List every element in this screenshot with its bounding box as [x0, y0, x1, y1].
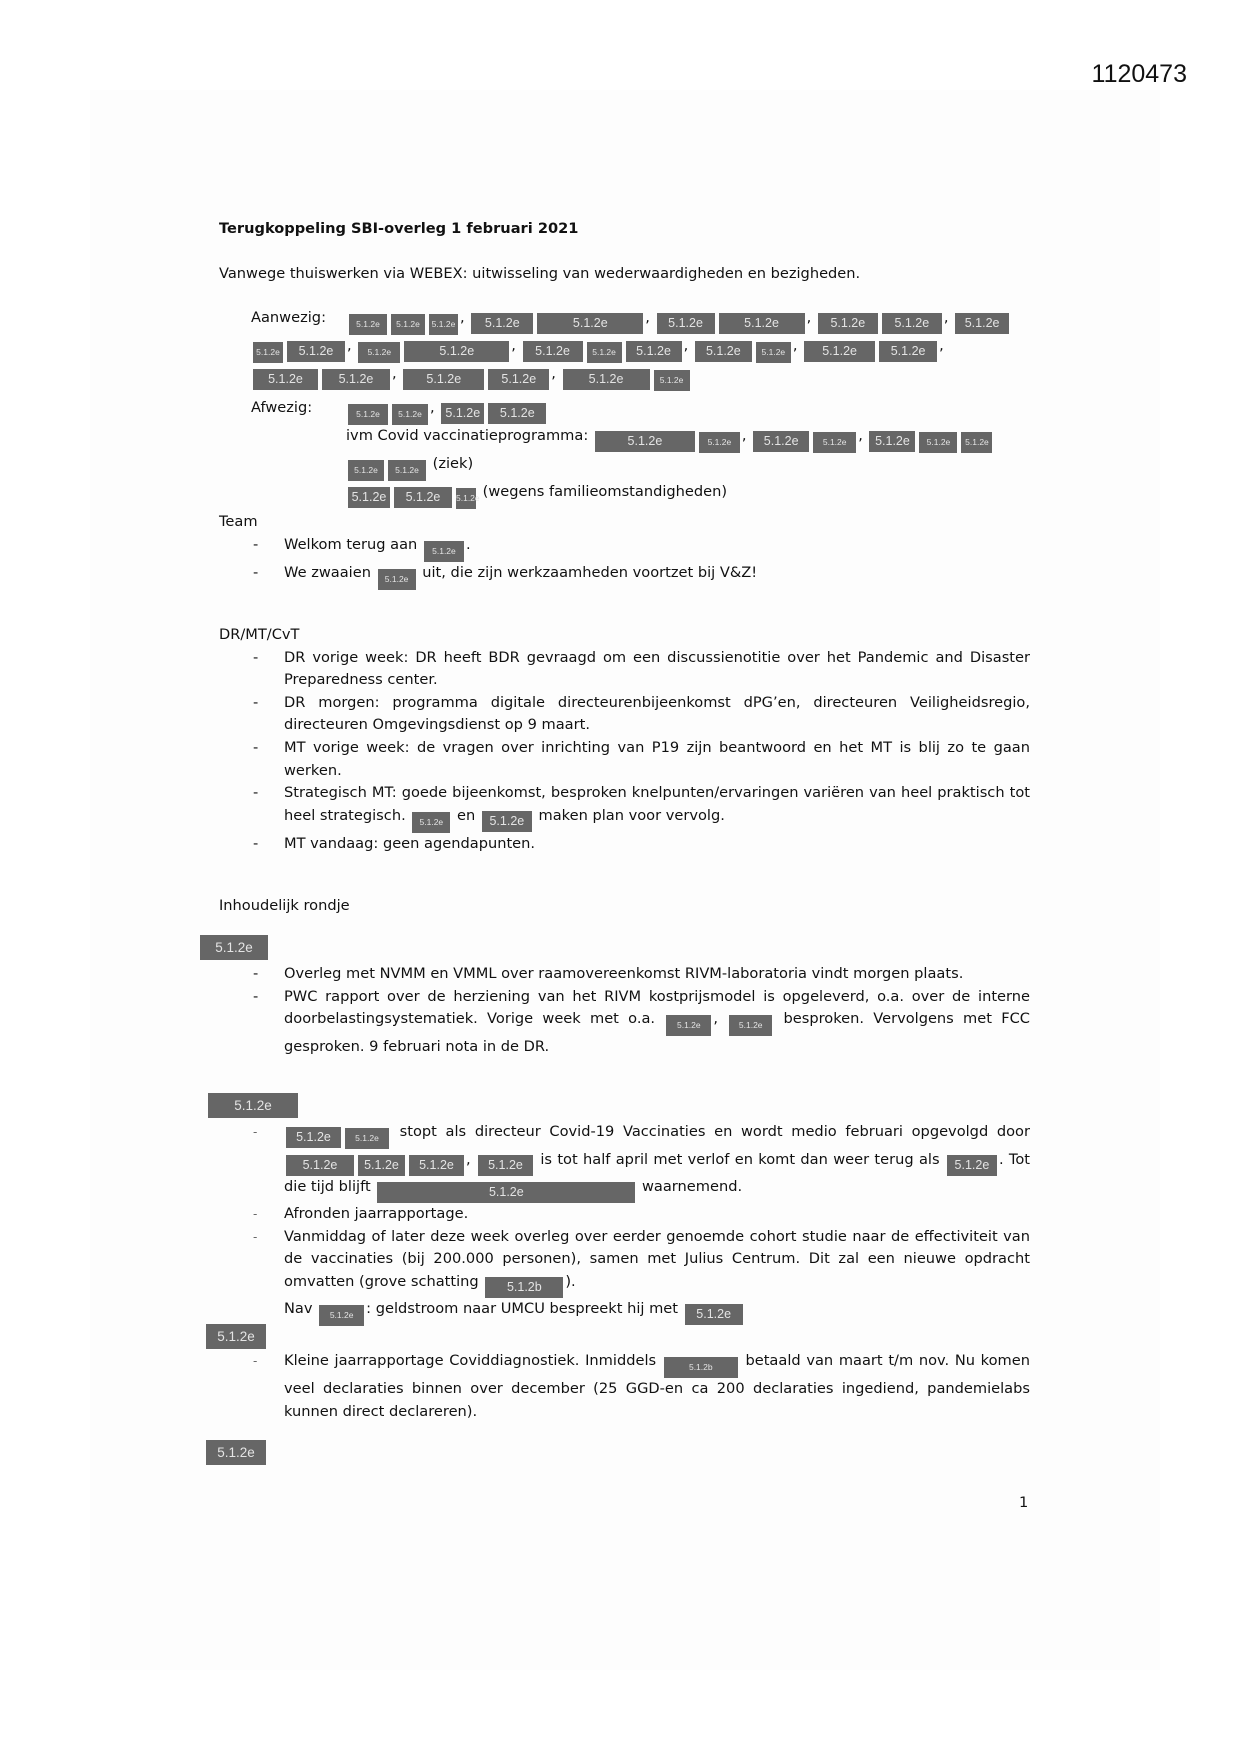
- page-number: 1: [1019, 1494, 1029, 1511]
- redaction-box: 5.1.2e: [391, 314, 425, 335]
- text-run: is tot half april met verlof en komt dan weer terug als: [534, 1151, 945, 1168]
- text-run: besproken. Vervolgens met FCC gesproken. 9 februari nota in de DR.: [284, 1010, 1030, 1056]
- bullet-item: [219, 963, 1030, 986]
- redaction-box: 5.1.2e: [537, 313, 643, 334]
- bullet-item: [219, 833, 1030, 856]
- team-section: [219, 511, 1030, 590]
- text-run: ,: [430, 399, 440, 416]
- text-run: (ziek): [428, 455, 474, 472]
- redaction-box: 5.1.2e: [695, 341, 752, 362]
- text-run: waarnemend.: [637, 1178, 743, 1195]
- redaction-box: 5.1.2e: [813, 432, 856, 453]
- text-run: Afronden jaarrapportage.: [284, 1205, 469, 1222]
- text-run: Welkom terug aan: [284, 535, 422, 553]
- redaction-box: 5.1.2e: [287, 341, 345, 362]
- redaction-box: 5.1.2e: [392, 404, 428, 425]
- redaction-box: 5.1.2e: [756, 342, 791, 363]
- absent-line: [346, 397, 994, 425]
- redaction-box: 5.1.2e: [685, 1304, 743, 1325]
- section-2: [219, 1121, 1030, 1326]
- text-run: ,: [858, 427, 868, 444]
- bullet-item: [219, 647, 1030, 692]
- redaction-box: 5.1.2e: [523, 341, 583, 362]
- text-run: ,: [460, 309, 470, 326]
- redaction-box: 5.1.2e: [253, 369, 318, 390]
- redaction-box: 5.1.2e: [409, 1155, 464, 1176]
- absent-line: [346, 425, 994, 453]
- text-run: ,: [713, 1010, 728, 1028]
- redaction-box: 5.1.2e: [286, 1155, 354, 1176]
- text-run: ,: [806, 309, 816, 326]
- redaction-box: 5.1.2e: [879, 341, 937, 362]
- bullet-item: [219, 534, 1030, 562]
- text-run: We zwaaien: [284, 563, 376, 581]
- section-1-bullets: [219, 963, 1030, 1059]
- redaction-box: 5.1.2e: [818, 313, 878, 334]
- redaction-box: 5.1.2e: [869, 431, 915, 452]
- section-header-redacted: 5.1.2e: [200, 935, 268, 960]
- bullet-item: [219, 1203, 1030, 1226]
- redaction-box: 5.1.2e: [804, 341, 875, 362]
- attendees-line: [251, 363, 1041, 391]
- text-run: ,: [645, 309, 655, 326]
- bullet-item: [219, 737, 1030, 782]
- redaction-box: 5.1.2e: [394, 487, 452, 508]
- text-run: : geldstroom naar UMCU bespreekt hij met: [366, 1299, 683, 1317]
- redaction-box: 5.1.2e: [595, 431, 695, 452]
- inhoudelijk-heading: Inhoudelijk rondje: [219, 897, 350, 914]
- document-id: 1120473: [1091, 60, 1187, 88]
- team-bullets: [219, 534, 1030, 590]
- absent-line: [346, 453, 994, 481]
- text-run: en: [452, 806, 480, 824]
- text-run: ,: [466, 1151, 476, 1168]
- redaction-box: 5.1.2e: [654, 370, 690, 391]
- attendees-present: [251, 307, 1041, 391]
- redaction-box: 5.1.2b: [664, 1357, 738, 1378]
- redaction-box: 5.1.2e: [955, 313, 1009, 334]
- text-run: Strategisch MT: goede bijeenkomst, besproken knelpunten/ervaringen variëren van heel praktisch tot heel strategisch.: [284, 784, 1030, 824]
- bullet-item: [219, 562, 1030, 590]
- section-1: [219, 963, 1030, 1059]
- attendees-absent-label: Afwezig:: [251, 399, 313, 416]
- dr-mt-cvt-heading: DR/MT/CvT: [219, 626, 300, 643]
- redaction-box: 5.1.2e: [587, 342, 622, 363]
- redaction-box: 5.1.2e: [377, 1182, 635, 1203]
- text-run: ivm Covid vaccinatieprogramma:: [346, 427, 593, 444]
- redaction-box: 5.1.2e: [348, 487, 390, 508]
- redaction-box: 5.1.2e: [478, 1155, 533, 1176]
- dr-mt-cvt-section: [219, 624, 1030, 855]
- text-run: ).: [565, 1272, 576, 1290]
- redaction-box: 5.1.2e: [253, 342, 283, 363]
- redaction-box: 5.1.2e: [345, 1128, 389, 1149]
- attendees-absent: [251, 397, 994, 509]
- text-run: ,: [511, 337, 521, 354]
- text-run: ,: [943, 309, 954, 326]
- redaction-box: 5.1.2e: [626, 341, 682, 362]
- redaction-box: 5.1.2e: [471, 313, 533, 334]
- redaction-box: 5.1.2e: [403, 369, 484, 390]
- text-run: .: [465, 535, 471, 553]
- bullet-item: [219, 1350, 1030, 1423]
- text-run: ,: [551, 365, 561, 382]
- redaction-box: 5.1.2e: [424, 541, 464, 562]
- redaction-box: 5.1.2b: [485, 1277, 563, 1298]
- text-run: Kleine jaarrapportage Coviddiagnostiek. Inmiddels: [284, 1352, 662, 1369]
- bullet-item: [219, 782, 1030, 833]
- redaction-box: 5.1.2e: [719, 313, 805, 334]
- redaction-box: 5.1.2e: [429, 314, 458, 335]
- redaction-box: 5.1.2e: [657, 313, 715, 334]
- attendees-present-label: Aanwezig:: [251, 309, 326, 326]
- redaction-box: 5.1.2e: [882, 313, 942, 334]
- dr-bullets: [219, 647, 1030, 856]
- bullet-item: [219, 986, 1030, 1059]
- text-run: uit, die zijn werkzaamheden voortzet bij V&Z!: [417, 563, 758, 581]
- text-run: ,: [683, 337, 693, 354]
- text-run: betaald van maart t/m nov. Nu komen veel declaraties binnen over december (25 GGD-en ca 200 declaraties ingediend, pandemielabs kunnen direct declareren).: [284, 1352, 1030, 1420]
- section-3-bullets: [219, 1350, 1030, 1423]
- text-run: MT vorige week: de vragen over inrichting van P19 zijn beantwoord en het MT is blij zo te gaan werken.: [284, 738, 1030, 779]
- redaction-box: 5.1.2e: [358, 342, 400, 363]
- intro-text: Vanwege thuiswerken via WEBEX: uitwisseling van wederwaardigheden en bezigheden.: [219, 265, 861, 282]
- text-run: maken plan voor vervolg.: [533, 806, 725, 824]
- team-heading: Team: [219, 513, 258, 530]
- redaction-box: 5.1.2e: [666, 1015, 711, 1036]
- absent-line: [346, 481, 994, 509]
- text-run: MT vandaag: geen agendapunten.: [284, 834, 536, 852]
- text-run: stopt als directeur Covid-19 Vaccinaties en wordt medio februari opgevolgd door: [391, 1123, 1030, 1140]
- redaction-box: 5.1.2e: [729, 1015, 772, 1036]
- redaction-box: 5.1.2e: [919, 432, 957, 453]
- text-run: PWC rapport over de herziening van het RIVM kostprijsmodel is opgeleverd, o.a. over de interne doorbelastingsystematiek. Vorige week met o.a.: [284, 987, 1030, 1028]
- redaction-box: 5.1.2e: [482, 811, 532, 832]
- redaction-box: 5.1.2e: [563, 369, 650, 390]
- section-header-redacted: 5.1.2e: [208, 1093, 298, 1118]
- section-3: [219, 1350, 1030, 1423]
- redaction-box: 5.1.2e: [348, 404, 388, 425]
- redaction-box: 5.1.2e: [322, 369, 390, 390]
- text-run: Nav: [284, 1299, 318, 1317]
- redaction-box: 5.1.2e: [488, 369, 549, 390]
- redaction-box: 5.1.2e: [488, 403, 546, 424]
- text-run: ,: [347, 337, 357, 354]
- section-header-redacted: 5.1.2e: [206, 1440, 266, 1465]
- redaction-box: 5.1.2e: [319, 1305, 364, 1326]
- section-2-bullets: [219, 1121, 1030, 1298]
- bullet-item: [219, 1226, 1030, 1298]
- redaction-box: 5.1.2e: [456, 488, 476, 509]
- redaction-box: 5.1.2e: [441, 403, 484, 424]
- text-run: ,: [392, 365, 402, 382]
- document-title: Terugkoppeling SBI-overleg 1 februari 2021: [219, 220, 579, 237]
- redaction-box: 5.1.2e: [961, 432, 992, 453]
- text-run: DR morgen: programma digitale directeurenbijeenkomst dPG’en, directeuren Veiligheidsregio, directeuren Omgevingsdienst op 9 maart.: [284, 693, 1030, 734]
- redaction-box: 5.1.2e: [348, 460, 384, 481]
- redaction-box: 5.1.2e: [947, 1155, 997, 1176]
- attendees-line: [251, 307, 1041, 335]
- redaction-box: 5.1.2e: [378, 569, 416, 590]
- text-run: ,: [792, 337, 803, 354]
- redaction-box: 5.1.2e: [753, 431, 809, 452]
- redaction-box: 5.1.2e: [404, 341, 509, 362]
- redaction-box: 5.1.2e: [286, 1127, 341, 1148]
- continuation-line: [219, 1298, 1030, 1326]
- redaction-box: 5.1.2e: [358, 1155, 405, 1176]
- text-run: Overleg met NVMM en VMML over raamovereenkomst RIVM-laboratoria vindt morgen plaats.: [284, 965, 964, 982]
- bullet-item: [219, 1121, 1030, 1203]
- redaction-box: 5.1.2e: [349, 314, 387, 335]
- attendees-line: [251, 335, 1041, 363]
- text-run: DR vorige week: DR heeft BDR gevraagd om een discussienotitie over het Pandemic and Disaster Preparedness center.: [284, 648, 1030, 689]
- text-run: (wegens familieomstandigheden): [478, 483, 728, 500]
- text-run: ,: [939, 337, 944, 354]
- redaction-box: 5.1.2e: [388, 460, 426, 481]
- section-header-redacted: 5.1.2e: [206, 1324, 266, 1349]
- redaction-box: 5.1.2e: [699, 432, 740, 453]
- redaction-box: 5.1.2e: [412, 812, 450, 833]
- text-run: Vanmiddag of later deze week overleg over eerder genoemde cohort studie naar de effectiviteit van de vaccinaties (bij 200.000 personen), samen met Julius Centrum. Dit zal een nieuwe opdracht omvatten (grove schatting: [284, 1227, 1030, 1290]
- text-run: . Tot die tijd blijft: [284, 1151, 1030, 1195]
- bullet-item: [219, 692, 1030, 737]
- text-run: ,: [741, 427, 752, 444]
